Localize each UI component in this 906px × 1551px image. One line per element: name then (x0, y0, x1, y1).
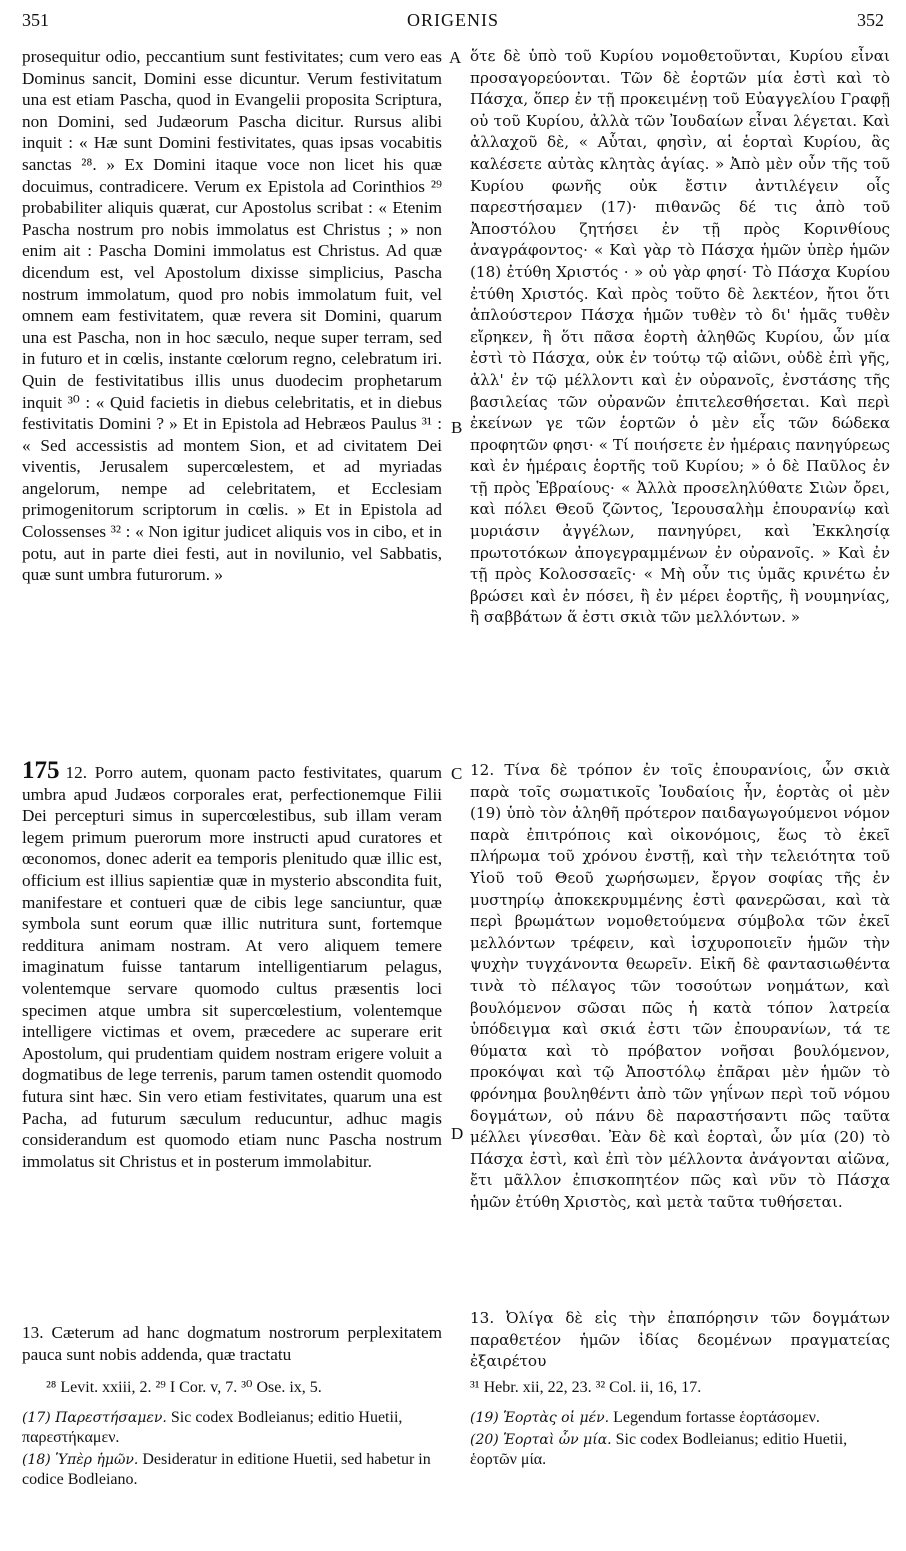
latin-block-2 (22, 757, 442, 1312)
margin-marker-d: D (451, 1124, 464, 1143)
note-17: (17) Παρεστήσαμεν. Sic codex Bodleianus; editio Huetii, παρεστήκαμεν. (22, 1409, 403, 1446)
margin-marker-a: A (449, 48, 462, 67)
note-18: (18) Ὑπὲρ ἡμῶν. Desideratur in editione Huetii, sed habetur in codice Bodleiano. (22, 1451, 431, 1488)
margin-marker-c: C (451, 764, 463, 783)
greek-block-1 (470, 46, 890, 706)
column-number-175: 175 (22, 757, 60, 784)
page-number-right: 352 (857, 10, 884, 30)
greek-block-3 (470, 1308, 890, 1371)
critical-notes-left (22, 1408, 442, 1492)
latin-block-3 (22, 1322, 442, 1368)
note-19: (19) Ἑορτὰς οἱ μέν. Legendum fortasse ἑορτάσομεν. (470, 1409, 820, 1426)
critical-notes-right (470, 1408, 890, 1472)
greek-block-2 (470, 760, 890, 1260)
latin-paragraph-13: 13. Cæterum ad hanc dogmatum nostrorum perplexitatem pauca sunt nobis addenda, quæ tractatu (22, 1323, 442, 1364)
greek-paragraph-13: 13. Ὀλίγα δὲ εἰς τὴν ἐπαπόρησιν τῶν δογμάτων παραθετέον ἡμῶν ἰδίας δεομένων πραγματείας ἐξαιρέτου (470, 1309, 890, 1371)
page-header (22, 10, 884, 34)
latin-paragraph-12: 175 12. Porro autem, quonam pacto festivitates, quarum umbra apud Judæos corporales erat, perfectionemque Filii Dei percepturi simus in supercœlestibus, sub illam veram legem primum puerorum more instructi apud curatores et œconomos, donec aderit ea temporis plenitudo quæ illic est, officium est illius sapientiæ quæ in mysterio abscondita fuit, manifestare et contueri quæ de cibis lege sanciuntur, quæ symbola sunt eorum quæ illic nutritura sunt, fortemque redditura animam nostram. At vero aliquem temere imaginatum fuisse tantarum intelligentiarum pelagus, volentemque servare quomodo cultus præsentis loci specimen atque umbra sit supercœlestium, volentemque intelligere victimas et ovem, præcedere ac superare erit Apostolum, qui prudentiam quidem nostram erigere voluit a dogmatibus de lege terrenis, parum tamen ostendit quomodo futura sint hæc. Sin vero etiam festivitates, quarum una est Pacha, ad futurum sæculum reducuntur, adhuc magis considerandum est quomodo etiam nunc Pascha nostrum immolatus sit Christus et in posterum immolabitur. (22, 757, 442, 1171)
note-20: (20) Ἑορταὶ ὧν μία. Sic codex Bodleianus; editio Huetii, ἑορτῶν μία. (470, 1431, 848, 1468)
greek-paragraph-12: 12. Τίνα δὲ τρόπον ἐν τοῖς ἐπουρανίοις, ὧν σκιὰ παρὰ τοῖς σωματικοῖς Ἰουδαίοις ἦν, ἑορτὰς οἱ μὲν (19) ὑπὸ τὸν ἀληθῆ πρότερον παιδαγωγούμενοι νόμον παρὰ ἐπιτρόποις καὶ οἰκονόμοις, ἕως τὸ ἐκεῖ πλήρωμα τοῦ χρόνου ἐνστῇ, καὶ τὴν τελειότητα τοῦ Υἱοῦ τοῦ Θεοῦ χωρήσωμεν, ἔργον σοφίας τῆς ἐν μυστηρίῳ ἀποκεκρυμμένης ἐστὶ φανερῶσαι, καὶ τὰ περὶ βρωμάτων νομοθετούμενα σύμβολα τῶν ἐκεῖ μελλόντων τρέφειν, καὶ ἰσχυροποιεῖν ἡμῶν τὴν ψυχὴν τυγχάνοντα θεωρεῖν. Εἰκῆ δὲ φαντασιωθέντα τινὰ τὸ πέλαγος τῶν τοσούτων νοημάτων, καὶ βουλόμενον σῶσαι πῶς ἡ κατὰ τόπον λατρεία ὑπόδειγμα καὶ σκιά ἐστι τῶν ἐπουρανίων, τά τε θύματα καὶ τὸ πρόβατον νοῆσαι βουλόμενον, προκόψαι καὶ τῷ Ἀποστόλῳ ἐπᾶραι μὲν ἡμῶν τὸ φρόνημα βουληθέντι ἀπὸ τῶν γηΐνων περὶ τοῦ νόμου δογμάτων, οὐ πάνυ δὲ παραστήσαντι πῶς ταῦτα μέλλει γίνεσθαι. Ἐὰν δὲ καὶ ἑορταὶ, ὧν μία (20) τὸ Πάσχα ἐστὶ, καὶ ἐπὶ τὸν μέλλοντα ἀνάγονται αἰῶνα, ἔτι μᾶλλον ἐπισκοπητέον πῶς καὶ νῦν τὸ Πάσχα ἡμῶν ἐτύθη Χριστὸς, καὶ μετὰ ταῦτα τυθήσεται. (470, 761, 890, 1211)
latin-paragraph-11: prosequitur odio, peccantium sunt festivitates; cum vero eas Dominus sancit, Domini esse dicuntur. Verum festivitatum una est etiam Pascha, quod in Evangelii proposita Scriptura, non Domini, sed Judæorum Pascha dicitur. Rursus alibi inquit : « Hæ sunt Domini festivitates, quas ipsas vocabitis sanctas ²⁸. » Ex Domini itaque voce non licet his quæ docuimus, contradicere. Verum ex Epistola ad Corinthios ²⁹ probabiliter aliquis quærat, cur Apostolus scribat : « Etenim Pascha nostrum pro nobis immolatus est Christus ; » non enim ait : Pascha Domini immolatus est Christus. Ad quæ dicendum est, vel Apostolum dixisse simplicius, Pascha nostrum immolatum, quod pro nobis immolatum fuit, vel omnem eam festivitatem, quæ revera sit Domini, quarum una est Pascha, non in hoc sæculo, neque super terram, sed in futuro et in cœlis, instante cœlorum regno, celebratum iri. Quin de festivitatibus illis unus duodecim prophetarum inquit ³⁰ : « Quid facietis in diebus celebritatis, et in diebus festivitatis Domini ? » Et in Epistola ad Hebræos Paulus ³¹ : « Sed accessistis ad montem Sion, et ad civitatem Dei viventis, Jerusalem supercœlestem, et ad myriadas angelorum, nempe ad celebritatem, et Ecclesiam primogenitorum scriptorum in cœlis. » Et in Epistola ad Colossenses ³² : « Non igitur judicet aliquis vos in cibo, et in potu, aut in parte diei festi, aut in novilunio, vel Sabbatis, quæ sunt umbra futurorum. » (22, 47, 442, 585)
page-number-left: 351 (22, 10, 49, 30)
scripture-refs-left: ²⁸ Levit. xxiii, 2. ²⁹ I Cor. v, 7. ³⁰ Ose. ix, 5. (46, 1379, 322, 1396)
running-title: ORIGENIS (407, 10, 499, 30)
scripture-refs-right: ³¹ Hebr. xii, 22, 23. ³² Col. ii, 16, 17. (470, 1379, 702, 1396)
greek-paragraph-11: ὅτε δὲ ὑπὸ τοῦ Κυρίου νομοθετοῦνται, Κυρίου εἶναι προσαγορεύονται. Τῶν δὲ ἑορτῶν μία ἐστὶ καὶ τὸ Πάσχα, ὅπερ ἐν τῇ προκειμένῃ τοῦ Εὐαγγελίου Γραφῇ οὐ τοῦ Κυρίου, ἀλλὰ τῶν Ἰουδαίων εἶναι λέγεται. Καὶ ἀλλαχοῦ δὲ, « Αὗται, φησὶν, αἱ ἑορταὶ Κυρίου, ἃς καλέσετε αὐτὰς κλητὰς ἁγίας. » Ἀπὸ μὲν οὖν τῆς τοῦ Κυρίου φωνῆς οὐκ ἔστιν ἀντιλέγειν οἷς παρεστήσαμεν (17)· πιθανῶς δέ τις ἀπὸ τοῦ Ἀποστόλου ζητήσει ἐν τῇ πρὸς Κορινθίους ἀναγράφοντος· « Καὶ γὰρ τὸ Πάσχα ἡμῶν ὑπὲρ ἡμῶν (18) ἐτύθη Χριστός · » οὐ γὰρ φησί· Τὸ Πάσχα Κυρίου ἐτύθη Χριστός. Καὶ πρὸς τοῦτο δὲ λεκτέον, ἤτοι ὅτι ἁπλούστερον Πάσχα ἡμῶν τυθὲν τὸ δι' ἡμᾶς τυθὲν εἴρηκεν, ἢ ὅτι πᾶσα ἑορτὴ ἀληθῶς Κυρίου, ὧν μία ἐστὶ τὸ Πάσχα, οὐκ ἐν τούτῳ τῷ αἰῶνι, οὐδὲ ἐπὶ γῆς, ἀλλ' ἐν τῷ μέλλοντι καὶ ἐν οὐρανοῖς, ἐνστάσης τῆς βασιλείας τῶν οὐρανῶν ἐπιτελεσθήσεται. Καὶ περὶ ἐκείνων γε τῶν ἑορτῶν ὁ μὲν εἷς τῶν δώδεκα προφητῶν φησι· « Τί ποιήσετε ἐν ἡμέραις πανηγύρεως καὶ ἐν ἡμέραις ἑορτῆς τοῦ Κυρίου; » ὁ δὲ Παῦλος ἐν τῇ πρὸς Ἑβραίους· « Ἀλλὰ προσεληλύθατε Σιὼν ὄρει, καὶ πόλει Θεοῦ ζῶντος, Ἱερουσαλὴμ ἐπουρανίῳ καὶ μυριάσιν ἀγγέλων, πανηγύρει, καὶ Ἐκκλησίᾳ πρωτοτόκων ἀπογεγραμμένων ἐν οὐρανοῖς. » Καὶ ἐν τῇ πρὸς Κολοσσαεῖς· « Μὴ οὖν τις ὑμᾶς κρινέτω ἐν βρώσει καὶ ἐν πόσει, ἢ ἐν μέρει ἑορτῆς, ἢ νουμηνίας, ἢ σαββάτων ἅ ἐστι σκιὰ τῶν μελλόντων. » (470, 47, 890, 627)
margin-marker-b: B (451, 418, 463, 437)
latin-block-1 (22, 46, 442, 736)
